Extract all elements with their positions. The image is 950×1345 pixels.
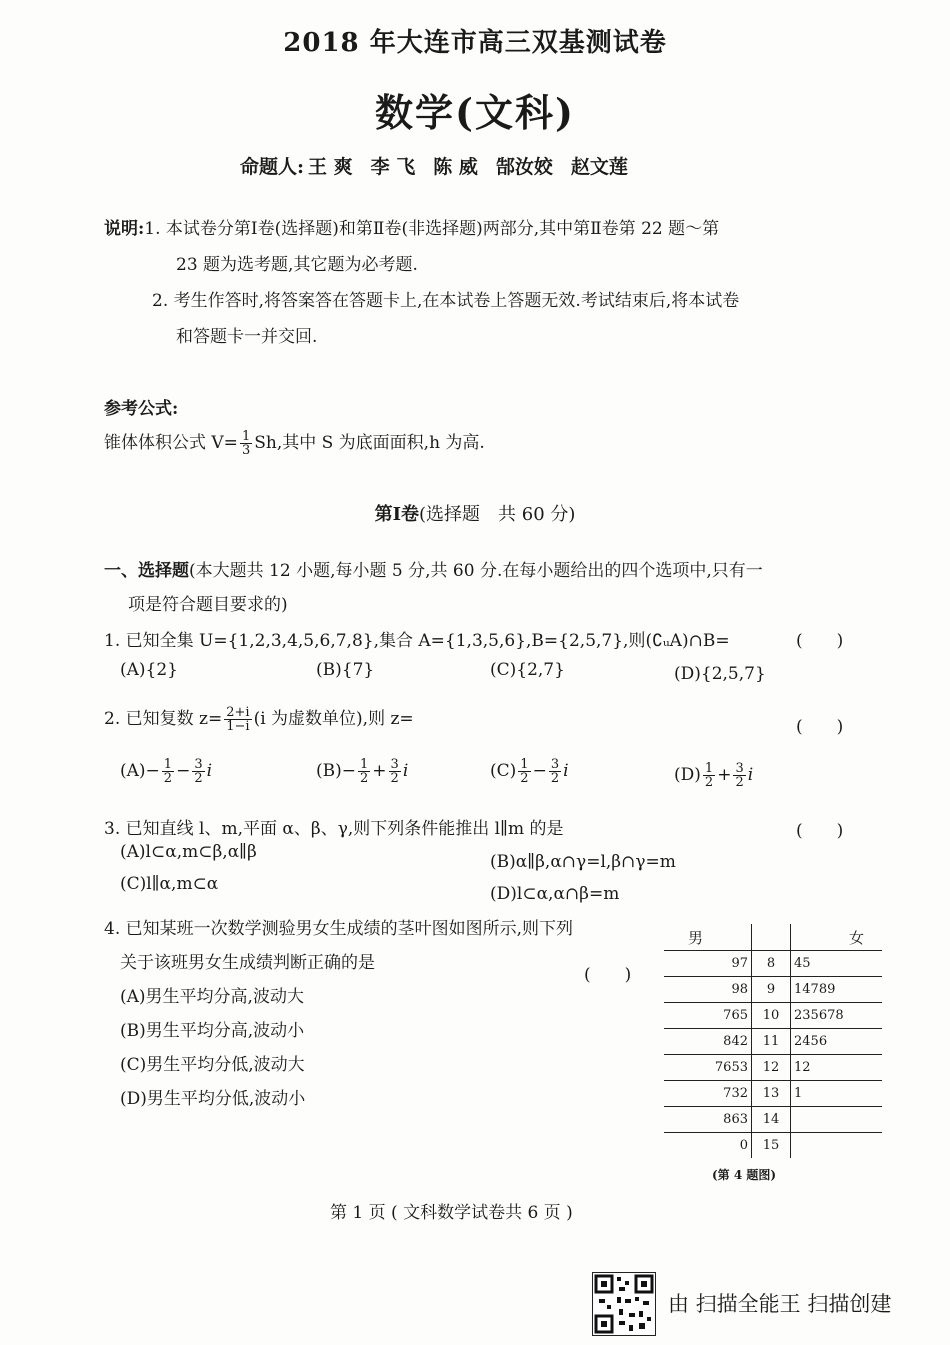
option: (D)男生平均分低,波动小 bbox=[120, 1089, 306, 1109]
option: (A)l⊂α,m⊂β,α∥β bbox=[120, 842, 257, 862]
formula-text: Sh,其中 S 为底面面积,h 为高. bbox=[254, 433, 485, 453]
figure-caption: (第 4 题图) bbox=[712, 1168, 777, 1182]
part-intro: 项是符合题目要求的) bbox=[128, 595, 288, 615]
question-1-stem: 1. 已知全集 U={1,2,3,4,5,6,7,8},集合 A={1,3,5,6},B={2,5,7},则(∁ᵤA)∩B= bbox=[104, 631, 730, 651]
page-footer: 第 1 页 ( 文科数学试卷共 6 页 ) bbox=[330, 1203, 573, 1223]
formula-label: 参考公式: bbox=[104, 399, 179, 419]
option: (D){2,5,7} bbox=[674, 664, 766, 684]
option: (B)男生平均分高,波动小 bbox=[120, 1021, 305, 1041]
option: (B)α∥β,α∩γ=l,β∩γ=m bbox=[490, 852, 676, 872]
instructions-line-1 bbox=[104, 214, 719, 239]
answer-blank: ( ) bbox=[796, 821, 844, 841]
question-4-stem: 关于该班男女生成绩判断正确的是 bbox=[120, 953, 375, 973]
option: (D) $\frac{1}{2}$ + $\frac{3}{2}$ i bbox=[674, 761, 754, 790]
authors-label: 命题人: bbox=[240, 156, 305, 178]
part-title: 一、选择题 bbox=[104, 561, 189, 581]
instruction-text: 2. 考生作答时,将答案答在答题卡上,在本试卷上答题无效.考试结束后,将本试卷 bbox=[152, 291, 740, 311]
option: (B){7} bbox=[316, 660, 375, 680]
instruction-text: 1. 本试卷分第Ⅰ卷(选择题)和第Ⅱ卷(非选择题)两部分,其中第Ⅱ卷第 22 题～第 bbox=[144, 219, 720, 239]
scanner-brand: 由 扫描全能王 扫描创建 bbox=[668, 1292, 892, 1316]
option: (A){2} bbox=[120, 660, 178, 680]
author-name: 王 爽 bbox=[308, 156, 353, 178]
formula-line bbox=[104, 428, 485, 457]
option: (C){2,7} bbox=[490, 660, 565, 680]
section-name: 第Ⅰ卷 bbox=[374, 504, 419, 525]
author-name: 郜汝姣 bbox=[495, 156, 553, 178]
header-female: 女 bbox=[848, 928, 864, 947]
author-name: 陈 威 bbox=[433, 156, 478, 178]
option: (A)男生平均分高,波动大 bbox=[120, 987, 304, 1007]
question-3-stem: 3. 已知直线 l、m,平面 α、β、γ,则下列条件能推出 l∥m 的是 bbox=[104, 819, 564, 839]
qr-code-icon bbox=[592, 1272, 656, 1336]
option: (C)男生平均分低,波动大 bbox=[120, 1055, 305, 1075]
section-subtitle: (选择题 共 60 分) bbox=[419, 504, 576, 525]
author-name: 李 飞 bbox=[370, 156, 416, 178]
instruction-text: 和答题卡一并交回. bbox=[176, 327, 318, 347]
author-name: 赵文莲 bbox=[570, 156, 628, 178]
option: (C)l∥α,m⊂α bbox=[120, 874, 219, 894]
formula-text: 锥体体积公式 V= bbox=[104, 433, 238, 453]
part-heading bbox=[104, 556, 763, 581]
fraction: $\frac{1}{3}$ bbox=[241, 429, 251, 458]
answer-blank: ( ) bbox=[796, 717, 844, 737]
instruction-text: 23 题为选考题,其它题为必考题. bbox=[176, 255, 418, 275]
option: (B)− $\frac{1}{2}$ + $\frac{3}{2}$ i bbox=[316, 757, 409, 786]
fraction: $\frac{2+i}{1-i}$ bbox=[226, 705, 250, 734]
instructions-label: 说明: bbox=[104, 219, 145, 239]
authors-line bbox=[240, 152, 646, 179]
section-title bbox=[0, 500, 950, 526]
answer-blank: ( ) bbox=[796, 631, 844, 651]
option: (C) $\frac{1}{2}$ − $\frac{3}{2}$ i bbox=[490, 757, 569, 786]
subject-title: 数学(文科) bbox=[375, 90, 575, 135]
option: (A)− $\frac{1}{2}$ − $\frac{3}{2}$ i bbox=[120, 757, 213, 786]
exam-title: 2018 年大连市高三双基测试卷 bbox=[283, 28, 667, 58]
question-4-stem: 4. 已知某班一次数学测验男女生成绩的茎叶图如图所示,则下列 bbox=[104, 919, 574, 939]
stem-leaf-plot: 男 女 97 8 45 98 9 14789 765 10 235678 842 11 2456 7653 12 12 732 13 1 863 14 0 15 bbox=[664, 924, 882, 1158]
answer-blank: ( ) bbox=[584, 965, 632, 985]
part-intro: (本大题共 12 小题,每小题 5 分,共 60 分.在每小题给出的四个选项中,只有一 bbox=[189, 561, 763, 581]
header-male: 男 bbox=[664, 924, 752, 951]
option: (D)l⊂α,α∩β=m bbox=[490, 884, 620, 904]
question-2-stem: 2. 已知复数 z= $\frac{2+i}{1-i}$ (i 为虚数单位),则 z= bbox=[104, 705, 414, 734]
